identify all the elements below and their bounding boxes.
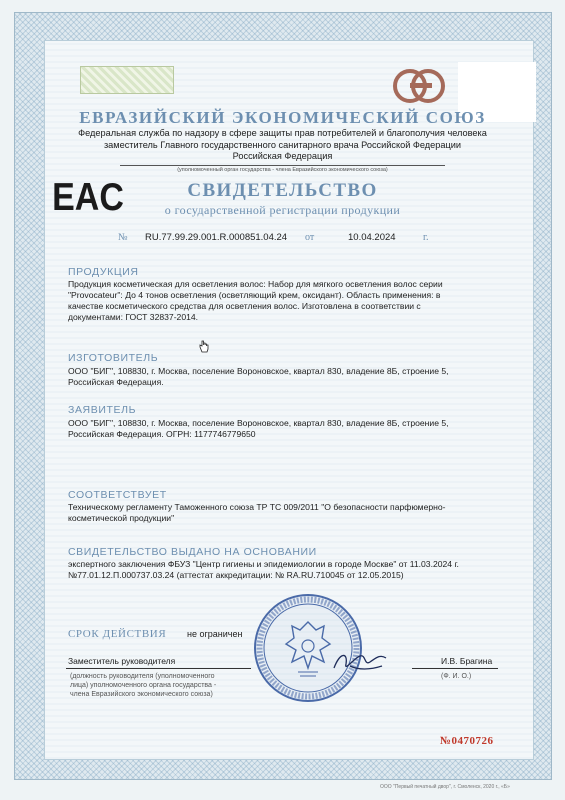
- union-title: ЕВРАЗИЙСКИЙ ЭКОНОМИЧЕСКИЙ СОЮЗ: [79, 108, 486, 127]
- eac-mark-icon: [52, 174, 124, 219]
- footnote-line: (должность руководителя (уполномоченного: [70, 673, 215, 680]
- name-footnote: (Ф. И. О.): [441, 673, 472, 680]
- name-rule: [412, 668, 498, 669]
- handwritten-signature: [330, 648, 390, 674]
- text-line: №77.01.12.П.000737.03.24 (аттестат аккредитации: № RA.RU.710045 от 12.05.2015): [68, 570, 404, 580]
- validity-label: СРОК ДЕЙСТВИЯ: [68, 628, 167, 640]
- date-label: от: [305, 232, 315, 243]
- manufacturer-heading: ИЗГОТОВИТЕЛЬ: [68, 352, 159, 364]
- hologram-sticker: [80, 66, 174, 94]
- text-line: качестве косметического средства для осветления волос. Изготовлена в соответствии с: [68, 301, 421, 311]
- manufacturer-text: [68, 366, 500, 388]
- position-rule: [66, 668, 251, 669]
- se-emblem-icon: [392, 68, 446, 104]
- organ-note: (уполномоченный орган государства - члена Евразийского экономического союза): [120, 165, 445, 173]
- validity-value: не ограничен: [187, 629, 243, 639]
- footnote-line: члена Евразийского экономического союза): [70, 691, 213, 698]
- conforms-text: [68, 502, 500, 524]
- product-text: [68, 279, 500, 323]
- text-line: документами: ГОСТ 32837-2014.: [68, 312, 199, 322]
- text-line: ООО "БИГ", 108830, г. Москва, поселение Вороновское, квартал 830, владение 8Б, строение 5,: [68, 418, 449, 428]
- printer-credit: ООО "Первый печатный двор", г. Смоленск, 2020 г., «Б»: [380, 784, 510, 790]
- conforms-heading: СООТВЕТСТВУЕТ: [68, 489, 167, 501]
- text-line: Продукция косметическая для осветления волос: Набор для мягкого осветления волос серии: [68, 279, 443, 289]
- basis-heading: СВИДЕТЕЛЬСТВО ВЫДАНО НА ОСНОВАНИИ: [68, 546, 317, 558]
- product-heading: ПРОДУКЦИЯ: [68, 266, 139, 278]
- text-line: ООО "БИГ", 108830, г. Москва, поселение Вороновское, квартал 830, владение 8Б, строение 5,: [68, 366, 449, 376]
- authority-line: заместитель Главного государственного санитарного врача Российской Федерации: [103, 139, 462, 150]
- number-label: №: [118, 232, 128, 243]
- text-line: Техническому регламенту Таможенного союза ТР ТС 009/2011 "О безопасности парфюмерно-: [68, 502, 446, 512]
- year-suffix: г.: [423, 232, 429, 243]
- position-footnote: [70, 672, 270, 699]
- applicant-heading: ЗАЯВИТЕЛЬ: [68, 404, 137, 416]
- text-line: косметической продукции": [68, 513, 175, 523]
- basis-text: [68, 559, 500, 581]
- hand-cursor-icon: [197, 339, 211, 353]
- applicant-text: [68, 418, 500, 440]
- text-line: "Provocateur": До 4 тонов осветления (осветляющий крем, оксидант). Область применения: в: [68, 290, 441, 300]
- signatory-position: Заместитель руководителя: [68, 656, 176, 666]
- text-line: Российская Федерация.: [68, 377, 164, 387]
- certificate-subtitle: о государственной регистрации продукции: [164, 203, 401, 217]
- authority-line: Федеральная служба по надзору в сфере защиты прав потребителей и благополучия человека: [78, 128, 487, 138]
- signatory-name: И.В. Брагина: [441, 656, 493, 666]
- certificate-date: 10.04.2024: [348, 232, 396, 243]
- footnote-line: лица) уполномоченного органа государства -: [70, 682, 217, 689]
- authority-line: Российская Федерация: [232, 151, 333, 161]
- eac-mark-text: EAC: [52, 174, 124, 219]
- certificate-number: RU.77.99.29.001.R.000851.04.24: [145, 232, 288, 243]
- text-line: экспертного заключения ФБУЗ "Центр гигиены и эпидемиологии в городе Москве" от 11.03.2024 г.: [68, 559, 459, 569]
- certificate-title: СВИДЕТЕЛЬСТВО: [187, 180, 378, 201]
- text-line: Российская Федерация. ОГРН: 1177746779650: [68, 429, 256, 439]
- issuing-authority: [62, 128, 503, 163]
- form-serial-number: №0470726: [440, 735, 494, 747]
